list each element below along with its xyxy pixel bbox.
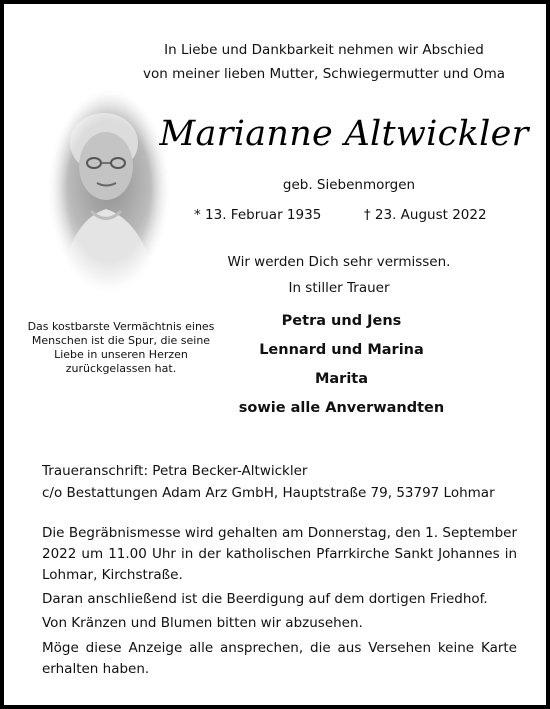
family-line-1: Petra und Jens xyxy=(281,313,402,329)
grief-line: In stiller Trauer xyxy=(288,280,390,296)
mourning-address xyxy=(42,460,522,504)
deceased-name: Marianne Altwickler xyxy=(159,114,529,154)
miss-line: Wir werden Dich sehr vermissen. xyxy=(227,254,451,270)
address-line-2: c/o Bestattungen Adam Arz GmbH, Hauptstraße 79, 53797 Lohmar xyxy=(42,485,495,501)
intro-text xyxy=(134,38,514,86)
closing-text: Möge diese Anzeige alle ansprechen, die aus Versehen keine Karte erhalten haben. xyxy=(42,640,517,677)
memorial-quote: Das kostbarste Vermächtnis eines Menschen ist die Spur, die seine Liebe in unseren Herzen zurückgelassen hat. xyxy=(27,320,215,375)
funeral-mass-text: Die Begräbnismesse wird gehalten am Donnerstag, den 1. September 2022 um 11.00 Uhr in der katholischen Pfarrkirche Sankt Johannes in Lohmar, Kirchstraße. xyxy=(42,525,517,583)
birth-date: * 13. Februar 1935 xyxy=(194,207,322,223)
intro-line-1: In Liebe und Dankbarkeit nehmen wir Abschied xyxy=(164,42,484,58)
death-date: † 23. August 2022 xyxy=(363,207,487,223)
burial-text: Daran anschließend ist die Beerdigung auf dem dortigen Friedhof. xyxy=(42,591,488,607)
birth-name: geb. Siebenmorgen xyxy=(282,177,416,193)
family-line-2: Lennard und Marina xyxy=(259,342,424,358)
address-line-1: Traueranschrift: Petra Becker-Altwickler xyxy=(42,463,308,479)
portrait-photo xyxy=(49,91,169,291)
family-line-3: Marita xyxy=(314,371,369,387)
family-line-4: sowie alle Anverwandten xyxy=(238,400,445,416)
intro-line-2: von meiner lieben Mutter, Schwiegermutter und Oma xyxy=(142,66,506,82)
flowers-text: Von Kränzen und Blumen bitten wir abzusehen. xyxy=(42,615,363,631)
portrait-image xyxy=(49,91,169,291)
life-dates xyxy=(194,207,487,223)
